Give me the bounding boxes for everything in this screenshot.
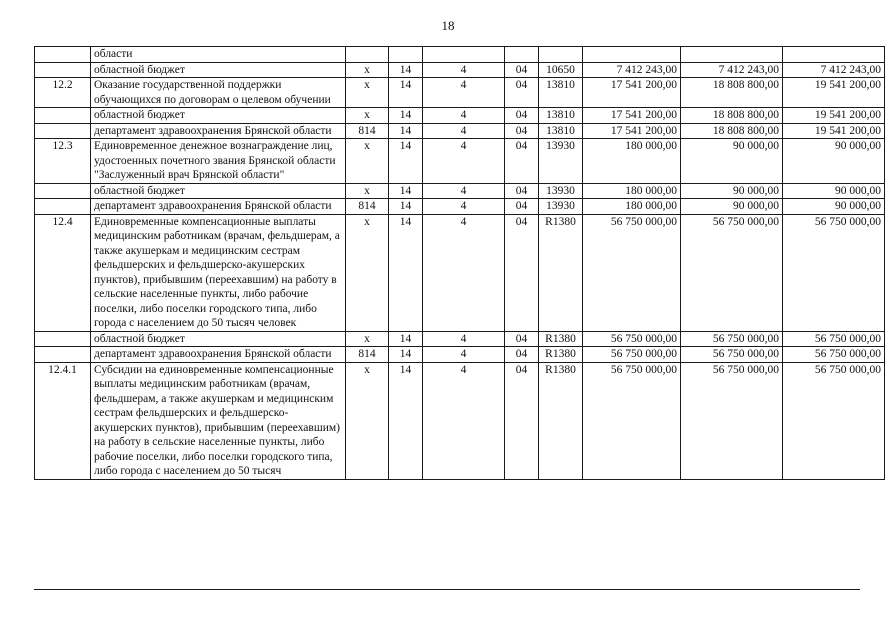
code-event: 04	[505, 199, 539, 215]
amount-year-3: 90 000,00	[783, 199, 885, 215]
code-event: 04	[505, 183, 539, 199]
table-row	[35, 47, 885, 63]
code-subprogram: 4	[423, 139, 505, 184]
amount-year-1: 7 412 243,00	[583, 62, 681, 78]
code-grbs: x	[346, 108, 389, 124]
code-direction: 13810	[539, 123, 583, 139]
code-program: 14	[389, 362, 423, 479]
code-grbs	[346, 47, 389, 63]
row-number	[35, 108, 91, 124]
amount-year-2: 7 412 243,00	[681, 62, 783, 78]
item-name: областной бюджет	[91, 183, 346, 199]
code-event: 04	[505, 362, 539, 479]
code-program: 14	[389, 214, 423, 331]
amount-year-2: 18 808 800,00	[681, 123, 783, 139]
row-number	[35, 199, 91, 215]
row-number: 12.4.1	[35, 362, 91, 479]
amount-year-2: 90 000,00	[681, 183, 783, 199]
amount-year-1: 56 750 000,00	[583, 214, 681, 331]
code-direction: 13930	[539, 139, 583, 184]
code-event: 04	[505, 62, 539, 78]
code-subprogram: 4	[423, 108, 505, 124]
table-row	[35, 362, 885, 479]
item-name: области	[91, 47, 346, 63]
code-grbs: x	[346, 139, 389, 184]
amount-year-2: 56 750 000,00	[681, 362, 783, 479]
amount-year-3: 19 541 200,00	[783, 123, 885, 139]
amount-year-3: 19 541 200,00	[783, 78, 885, 108]
amount-year-1: 180 000,00	[583, 183, 681, 199]
item-name: Единовременные компенсационные выплаты медицинским работникам (врачам, фельдшерам, а также акушеркам и медицинским сестрам фельдшерских и фельдшерско-акушерских пунктов), прибывшим (переехавшим) на работу в сельские населенные пункты, либо рабочие поселки, либо поселки городского типа, либо города с населением до 50 тысяч человек	[91, 214, 346, 331]
item-name: Субсидии на единовременные компенсационные выплаты медицинским работникам (врачам, фельдшерам, а также акушеркам и медицинским сестрам фельдшерских и фельдшерско- акушерских пунктов), прибывшим (переехавшим) на работу в сельские населенные пункты, либо рабочие поселки, либо поселки городского типа, либо города с населением до 50 тысяч	[91, 362, 346, 479]
code-program: 14	[389, 78, 423, 108]
amount-year-3: 56 750 000,00	[783, 362, 885, 479]
item-name: областной бюджет	[91, 108, 346, 124]
amount-year-2	[681, 47, 783, 63]
amount-year-1	[583, 47, 681, 63]
item-name: департамент здравоохранения Брянской области	[91, 347, 346, 363]
code-event: 04	[505, 347, 539, 363]
page-number: 18	[441, 18, 455, 33]
code-event: 04	[505, 214, 539, 331]
code-program: 14	[389, 62, 423, 78]
amount-year-3: 56 750 000,00	[783, 331, 885, 347]
table-row	[35, 139, 885, 184]
code-direction: 13930	[539, 199, 583, 215]
row-number	[35, 347, 91, 363]
code-grbs: 814	[346, 199, 389, 215]
code-subprogram: 4	[423, 199, 505, 215]
code-direction: R1380	[539, 362, 583, 479]
row-number: 12.4	[35, 214, 91, 331]
row-number	[35, 183, 91, 199]
item-name: департамент здравоохранения Брянской области	[91, 123, 346, 139]
row-number	[35, 62, 91, 78]
code-program: 14	[389, 347, 423, 363]
amount-year-2: 90 000,00	[681, 139, 783, 184]
code-grbs: x	[346, 183, 389, 199]
budget-table	[34, 46, 885, 480]
code-grbs: x	[346, 214, 389, 331]
item-name: Оказание государственной поддержки обучающихся по договорам о целевом обучении	[91, 78, 346, 108]
code-direction: 10650	[539, 62, 583, 78]
code-subprogram: 4	[423, 362, 505, 479]
row-number: 12.3	[35, 139, 91, 184]
code-subprogram: 4	[423, 183, 505, 199]
code-subprogram: 4	[423, 62, 505, 78]
amount-year-3: 19 541 200,00	[783, 108, 885, 124]
budget-table-body	[35, 47, 885, 480]
row-number	[35, 47, 91, 63]
amount-year-2: 18 808 800,00	[681, 78, 783, 108]
table-row	[35, 78, 885, 108]
amount-year-2: 56 750 000,00	[681, 347, 783, 363]
code-subprogram	[423, 47, 505, 63]
code-grbs: x	[346, 62, 389, 78]
amount-year-3: 7 412 243,00	[783, 62, 885, 78]
row-number: 12.2	[35, 78, 91, 108]
code-subprogram: 4	[423, 347, 505, 363]
item-name: Единовременное денежное вознаграждение лиц, удостоенных почетного звания Брянской области "Заслуженный врач Брянской области"	[91, 139, 346, 184]
amount-year-3: 90 000,00	[783, 183, 885, 199]
table-row	[35, 199, 885, 215]
code-grbs: x	[346, 362, 389, 479]
table-row	[35, 108, 885, 124]
amount-year-1: 56 750 000,00	[583, 331, 681, 347]
table-row	[35, 347, 885, 363]
table-row	[35, 183, 885, 199]
amount-year-2: 18 808 800,00	[681, 108, 783, 124]
code-direction: 13810	[539, 108, 583, 124]
code-direction: 13810	[539, 78, 583, 108]
amount-year-1: 17 541 200,00	[583, 108, 681, 124]
code-subprogram: 4	[423, 214, 505, 331]
item-name: областной бюджет	[91, 331, 346, 347]
amount-year-2: 90 000,00	[681, 199, 783, 215]
table-row	[35, 331, 885, 347]
code-event: 04	[505, 78, 539, 108]
code-subprogram: 4	[423, 78, 505, 108]
amount-year-1: 180 000,00	[583, 199, 681, 215]
code-program: 14	[389, 108, 423, 124]
table-row	[35, 214, 885, 331]
code-event: 04	[505, 108, 539, 124]
code-program: 14	[389, 183, 423, 199]
code-direction: 13930	[539, 183, 583, 199]
code-event	[505, 47, 539, 63]
amount-year-3: 56 750 000,00	[783, 214, 885, 331]
code-subprogram: 4	[423, 331, 505, 347]
amount-year-3	[783, 47, 885, 63]
code-program: 14	[389, 331, 423, 347]
amount-year-3: 90 000,00	[783, 139, 885, 184]
code-grbs: x	[346, 331, 389, 347]
code-program	[389, 47, 423, 63]
amount-year-1: 17 541 200,00	[583, 123, 681, 139]
code-direction: R1380	[539, 347, 583, 363]
code-grbs: x	[346, 78, 389, 108]
code-grbs: 814	[346, 347, 389, 363]
code-direction: R1380	[539, 214, 583, 331]
row-number	[35, 331, 91, 347]
table-row	[35, 123, 885, 139]
item-name: областной бюджет	[91, 62, 346, 78]
code-grbs: 814	[346, 123, 389, 139]
code-direction: R1380	[539, 331, 583, 347]
amount-year-1: 56 750 000,00	[583, 347, 681, 363]
code-program: 14	[389, 199, 423, 215]
amount-year-2: 56 750 000,00	[681, 331, 783, 347]
code-event: 04	[505, 139, 539, 184]
table-bottom-rule	[34, 589, 860, 590]
code-subprogram: 4	[423, 123, 505, 139]
amount-year-3: 56 750 000,00	[783, 347, 885, 363]
amount-year-1: 180 000,00	[583, 139, 681, 184]
code-program: 14	[389, 139, 423, 184]
amount-year-2: 56 750 000,00	[681, 214, 783, 331]
code-event: 04	[505, 331, 539, 347]
code-direction	[539, 47, 583, 63]
amount-year-1: 17 541 200,00	[583, 78, 681, 108]
amount-year-1: 56 750 000,00	[583, 362, 681, 479]
code-program: 14	[389, 123, 423, 139]
code-event: 04	[505, 123, 539, 139]
row-number	[35, 123, 91, 139]
item-name: департамент здравоохранения Брянской области	[91, 199, 346, 215]
table-row	[35, 62, 885, 78]
